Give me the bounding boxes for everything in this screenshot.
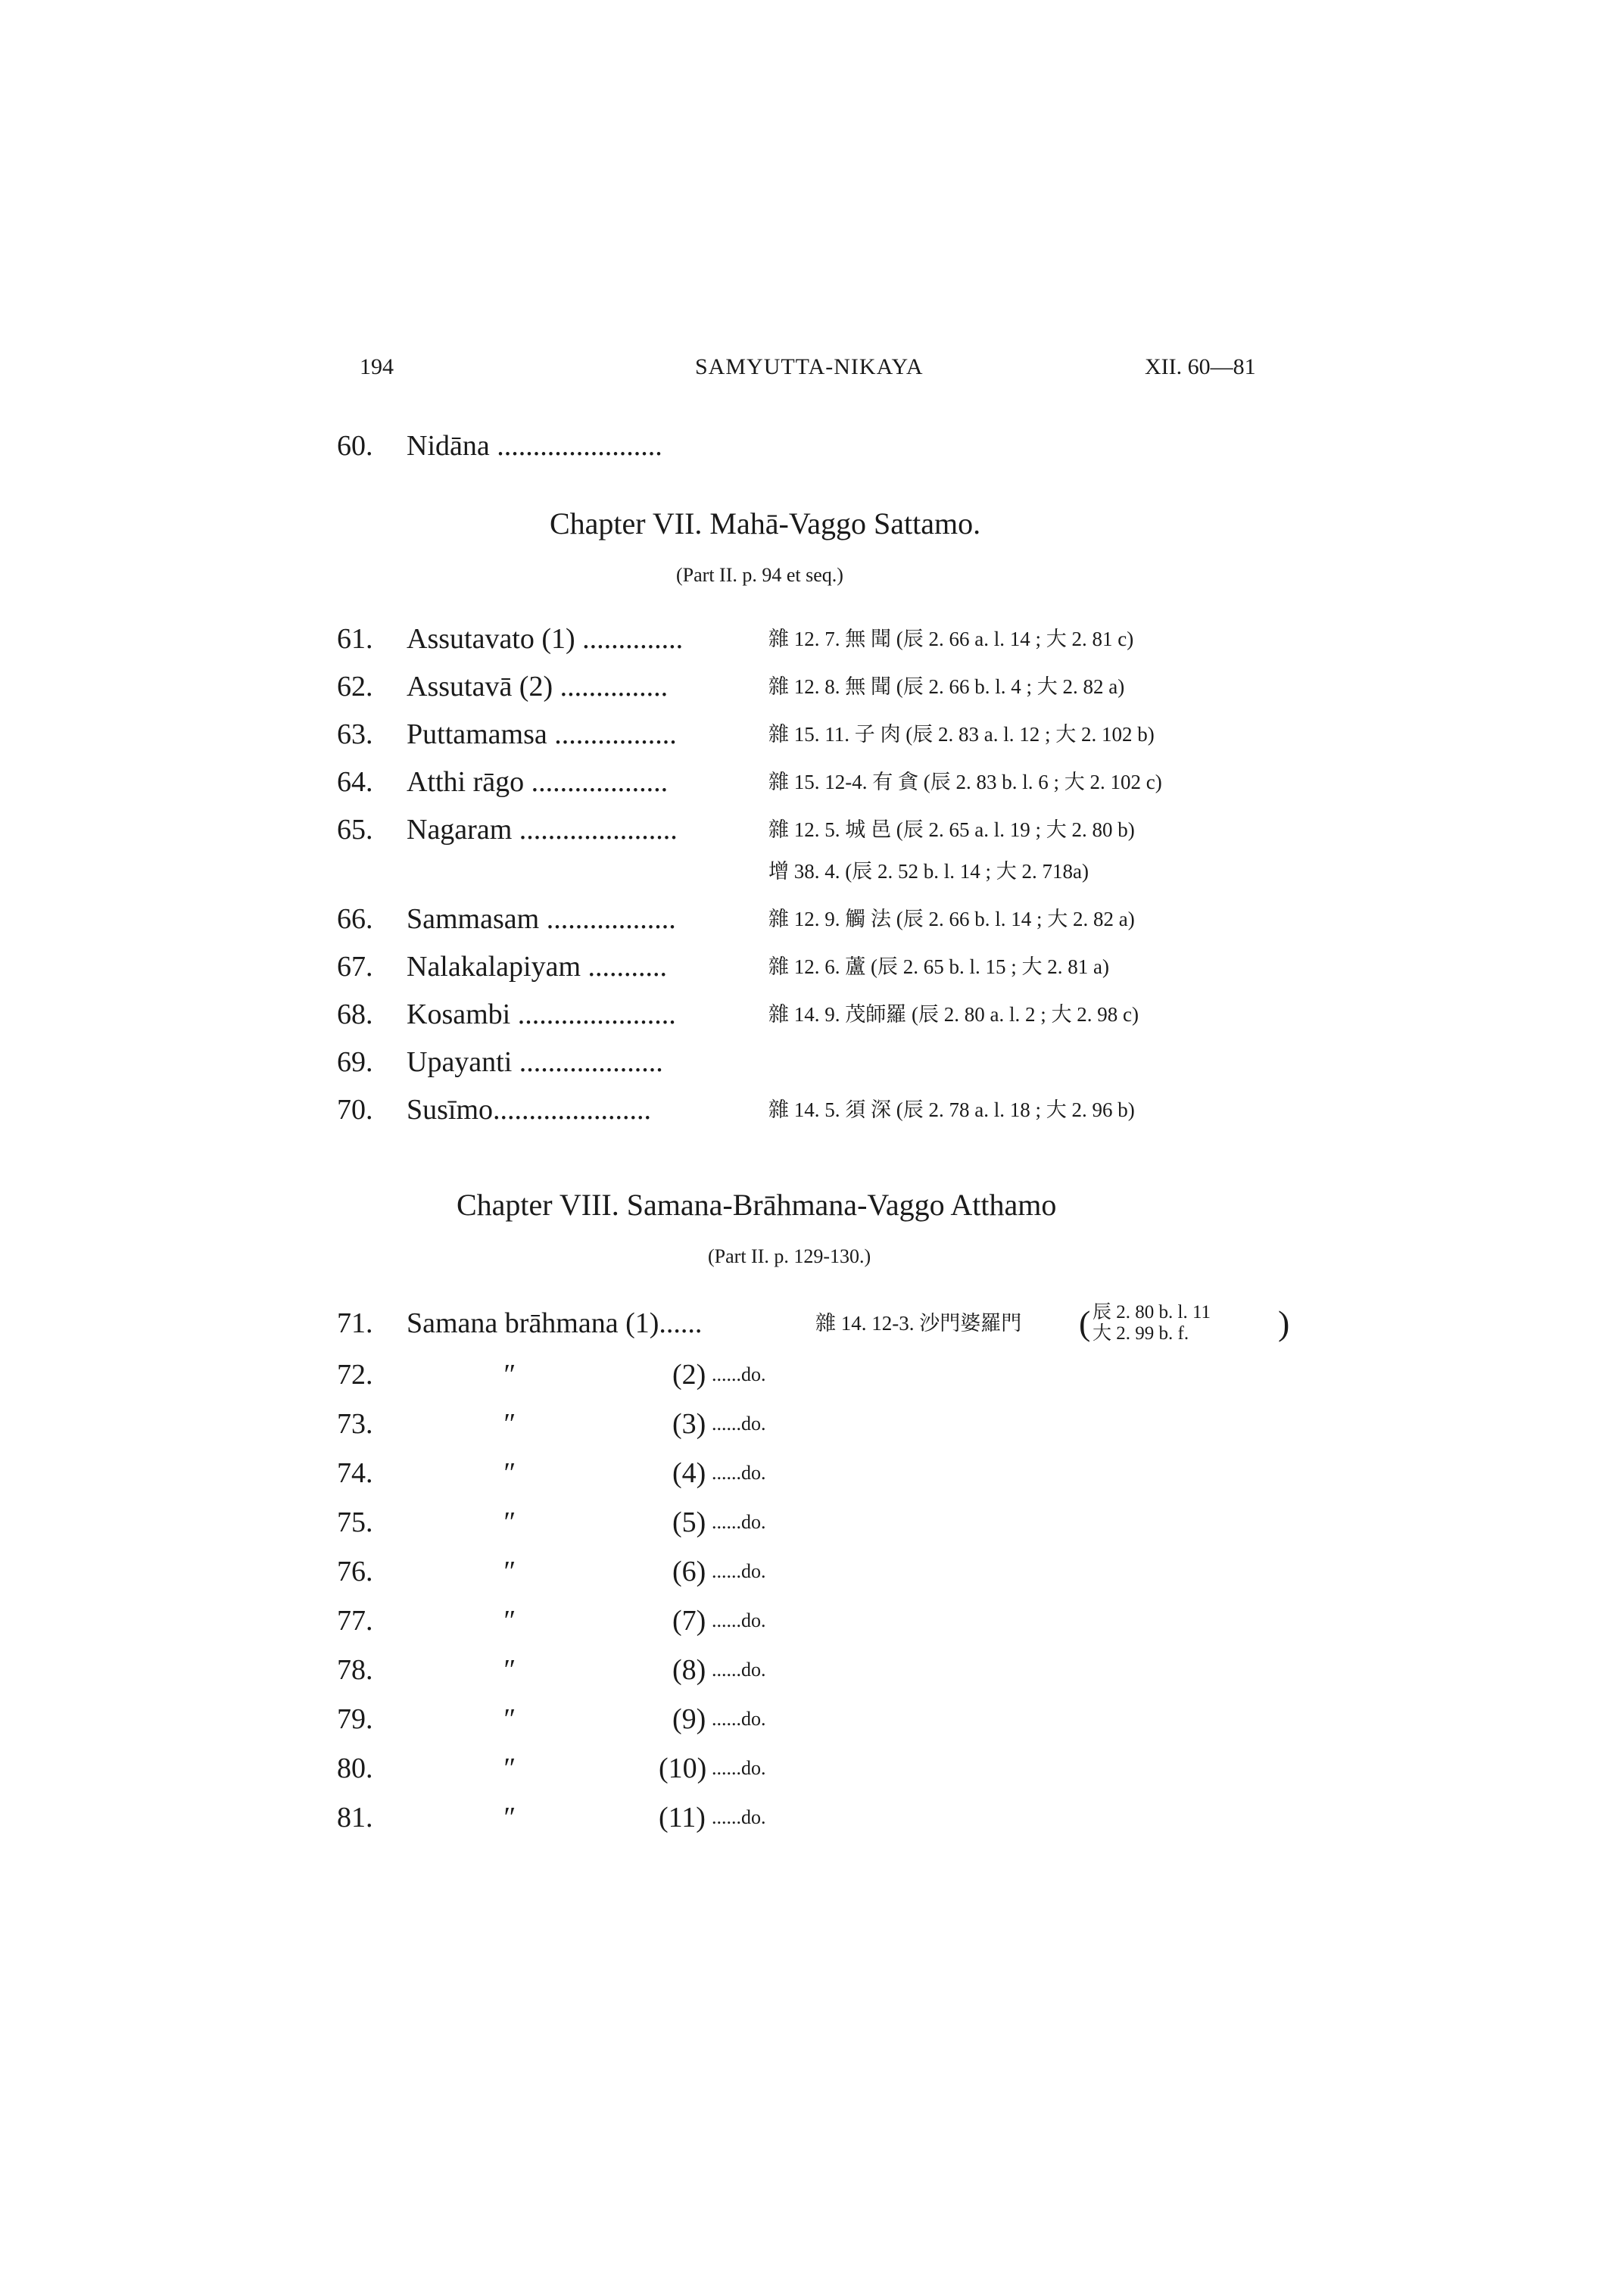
- ditto-mark: ″: [502, 1802, 514, 1833]
- entry-number: 75.: [337, 1506, 373, 1538]
- list-item: [337, 899, 1397, 939]
- entry-paren: (3): [672, 1408, 706, 1440]
- entry-number: 76.: [337, 1556, 373, 1587]
- entry-paren: (9): [672, 1703, 706, 1735]
- list-item: [337, 1304, 1397, 1343]
- entry-title: Sammasam ..................: [407, 903, 676, 935]
- entry-number: 65.: [337, 814, 373, 846]
- ditto-mark: ″: [502, 1752, 514, 1784]
- entry-ref: 雜 12. 9. 觸 法 (辰 2. 66 b. l. 14 ; 大 2. 82 a): [768, 908, 1135, 930]
- list-item: [337, 1699, 943, 1739]
- list-item: [337, 1042, 1397, 1082]
- entry-number: 72.: [337, 1359, 373, 1391]
- ditto-mark: ″: [502, 1457, 514, 1489]
- entry-do: ......do.: [712, 1708, 766, 1730]
- page-number: 194: [360, 354, 394, 379]
- entry-do: ......do.: [712, 1363, 766, 1385]
- entry-title: Nalakalapiyam ...........: [407, 951, 668, 983]
- chapter-heading: Chapter VII. Mahā-Vaggo Sattamo.: [550, 506, 981, 541]
- entry-do: ......do.: [712, 1757, 766, 1779]
- entry-title: Nagaram ......................: [407, 814, 678, 846]
- entry-number: 69.: [337, 1046, 373, 1078]
- entry-number: 74.: [337, 1457, 373, 1489]
- entry-number: 61.: [337, 623, 373, 655]
- entry-number: 70.: [337, 1094, 373, 1126]
- entry-do: ......do.: [712, 1462, 766, 1484]
- entry-ref: 雜 15. 12-4. 有 貪 (辰 2. 83 b. l. 6 ; 大 2. 102 c): [768, 771, 1162, 793]
- entry-paren: (2): [672, 1359, 706, 1391]
- chapter-part-ref: (Part II. p. 94 et seq.): [676, 564, 843, 586]
- entry-number: 73.: [337, 1408, 373, 1440]
- list-item: [337, 1749, 943, 1788]
- list-item: [337, 619, 1397, 659]
- entry-paren: (6): [672, 1556, 706, 1587]
- entry-title: Puttamamsa .................: [407, 718, 677, 750]
- entry-title: Assutavato (1) ..............: [407, 623, 684, 655]
- list-item: [337, 667, 1397, 706]
- entry-title: Susīmo......................: [407, 1094, 652, 1126]
- bracket-left: (: [1079, 1304, 1091, 1342]
- entry-number: 71.: [337, 1307, 373, 1339]
- entry-paren: (5): [672, 1506, 706, 1538]
- list-item: [337, 810, 1397, 849]
- chapter-heading: Chapter VIII. Samana-Brāhmana-Vaggo Atthamo: [457, 1188, 1057, 1222]
- entry-paren: (11): [659, 1802, 706, 1833]
- entry-ref: 增 38. 4. (辰 2. 52 b. l. 14 ; 大 2. 718a): [768, 860, 1089, 883]
- ditto-mark: ″: [502, 1359, 514, 1391]
- entry-ref: 雜 12. 6. 蘆 (辰 2. 65 b. l. 15 ; 大 2. 81 a): [768, 955, 1109, 978]
- entry-ref-pair: [1093, 1302, 1211, 1344]
- list-item: [337, 947, 1397, 986]
- entry-ref: 雜 14. 5. 須 深 (辰 2. 78 a. l. 18 ; 大 2. 96 b): [768, 1098, 1135, 1121]
- list-item: [337, 1798, 943, 1837]
- ditto-mark: ″: [502, 1556, 514, 1587]
- entry-ref: 雜 12. 7. 無 聞 (辰 2. 66 a. l. 14 ; 大 2. 81 c): [768, 628, 1134, 650]
- entry-number: 80.: [337, 1752, 373, 1784]
- ditto-mark: ″: [502, 1408, 514, 1440]
- entry-ref: 雜 15. 11. 子 肉 (辰 2. 83 a. l. 12 ; 大 2. 102 b): [768, 723, 1155, 746]
- list-item: [337, 1503, 943, 1542]
- entry-do: ......do.: [712, 1806, 766, 1828]
- entry-ref: 雜 14. 9. 茂師羅 (辰 2. 80 a. l. 2 ; 大 2. 98 c): [768, 1003, 1139, 1026]
- entry-paren: (8): [672, 1654, 706, 1686]
- entry-ref: 雜 12. 5. 城 邑 (辰 2. 65 a. l. 19 ; 大 2. 80 b): [768, 818, 1135, 841]
- entry-title: Samana brāhmana (1)......: [407, 1307, 703, 1339]
- entry-do: ......do.: [712, 1560, 766, 1582]
- entry-title: Upayanti ....................: [407, 1046, 663, 1078]
- entry-do: ......do.: [712, 1413, 766, 1435]
- entry-do: ......do.: [712, 1659, 766, 1681]
- section-ref: XII. 60—81: [1145, 354, 1256, 379]
- entry-number: 64.: [337, 766, 373, 798]
- entry-ref: 雜 12. 8. 無 聞 (辰 2. 66 b. l. 4 ; 大 2. 82 a): [768, 675, 1125, 698]
- entry-number: 63.: [337, 718, 373, 750]
- list-item: [337, 1601, 943, 1640]
- list-item: [337, 762, 1397, 802]
- entry-number: 68.: [337, 999, 373, 1030]
- list-item: [337, 426, 1397, 466]
- entry-number: 81.: [337, 1802, 373, 1833]
- entry-title: Assutavā (2) ...............: [407, 671, 669, 703]
- entry-title: Kosambi ......................: [407, 999, 676, 1030]
- list-item: [337, 1404, 943, 1444]
- entry-number: 78.: [337, 1654, 373, 1686]
- entry-number: 67.: [337, 951, 373, 983]
- ditto-mark: ″: [502, 1506, 514, 1538]
- list-item: [337, 1355, 943, 1394]
- ditto-mark: ″: [502, 1654, 514, 1686]
- entry-ref: 雜 14. 12-3. 沙門婆羅門: [815, 1312, 1022, 1335]
- bracket-right: ): [1278, 1304, 1290, 1342]
- list-item: [337, 1650, 943, 1690]
- running-title: SAMYUTTA-NIKAYA: [695, 354, 924, 379]
- entry-title: Atthi rāgo ...................: [407, 766, 669, 798]
- ditto-mark: ″: [502, 1703, 514, 1735]
- entry-paren: (4): [672, 1457, 706, 1489]
- entry-number: 62.: [337, 671, 373, 703]
- entry-do: ......do.: [712, 1609, 766, 1631]
- list-item: [337, 852, 1397, 891]
- entry-number: 66.: [337, 903, 373, 935]
- entry-ref-line: 大 2. 99 b. f.: [1093, 1323, 1189, 1344]
- entry-ref-line: 辰 2. 80 b. l. 11: [1093, 1302, 1211, 1323]
- entry-do: ......do.: [712, 1511, 766, 1533]
- list-item: [337, 995, 1397, 1034]
- entry-number: 77.: [337, 1605, 373, 1637]
- list-item: [337, 1552, 943, 1591]
- entry-title: Nidāna .......................: [407, 430, 662, 462]
- entry-paren: (7): [672, 1605, 706, 1637]
- entry-paren: (10): [659, 1752, 707, 1784]
- list-item: [337, 715, 1397, 754]
- entry-number: 79.: [337, 1703, 373, 1735]
- list-item: [337, 1453, 943, 1493]
- ditto-mark: ″: [502, 1605, 514, 1637]
- chapter-part-ref: (Part II. p. 129-130.): [708, 1245, 871, 1267]
- list-item: [337, 1090, 1397, 1129]
- entry-number: 60.: [337, 430, 373, 462]
